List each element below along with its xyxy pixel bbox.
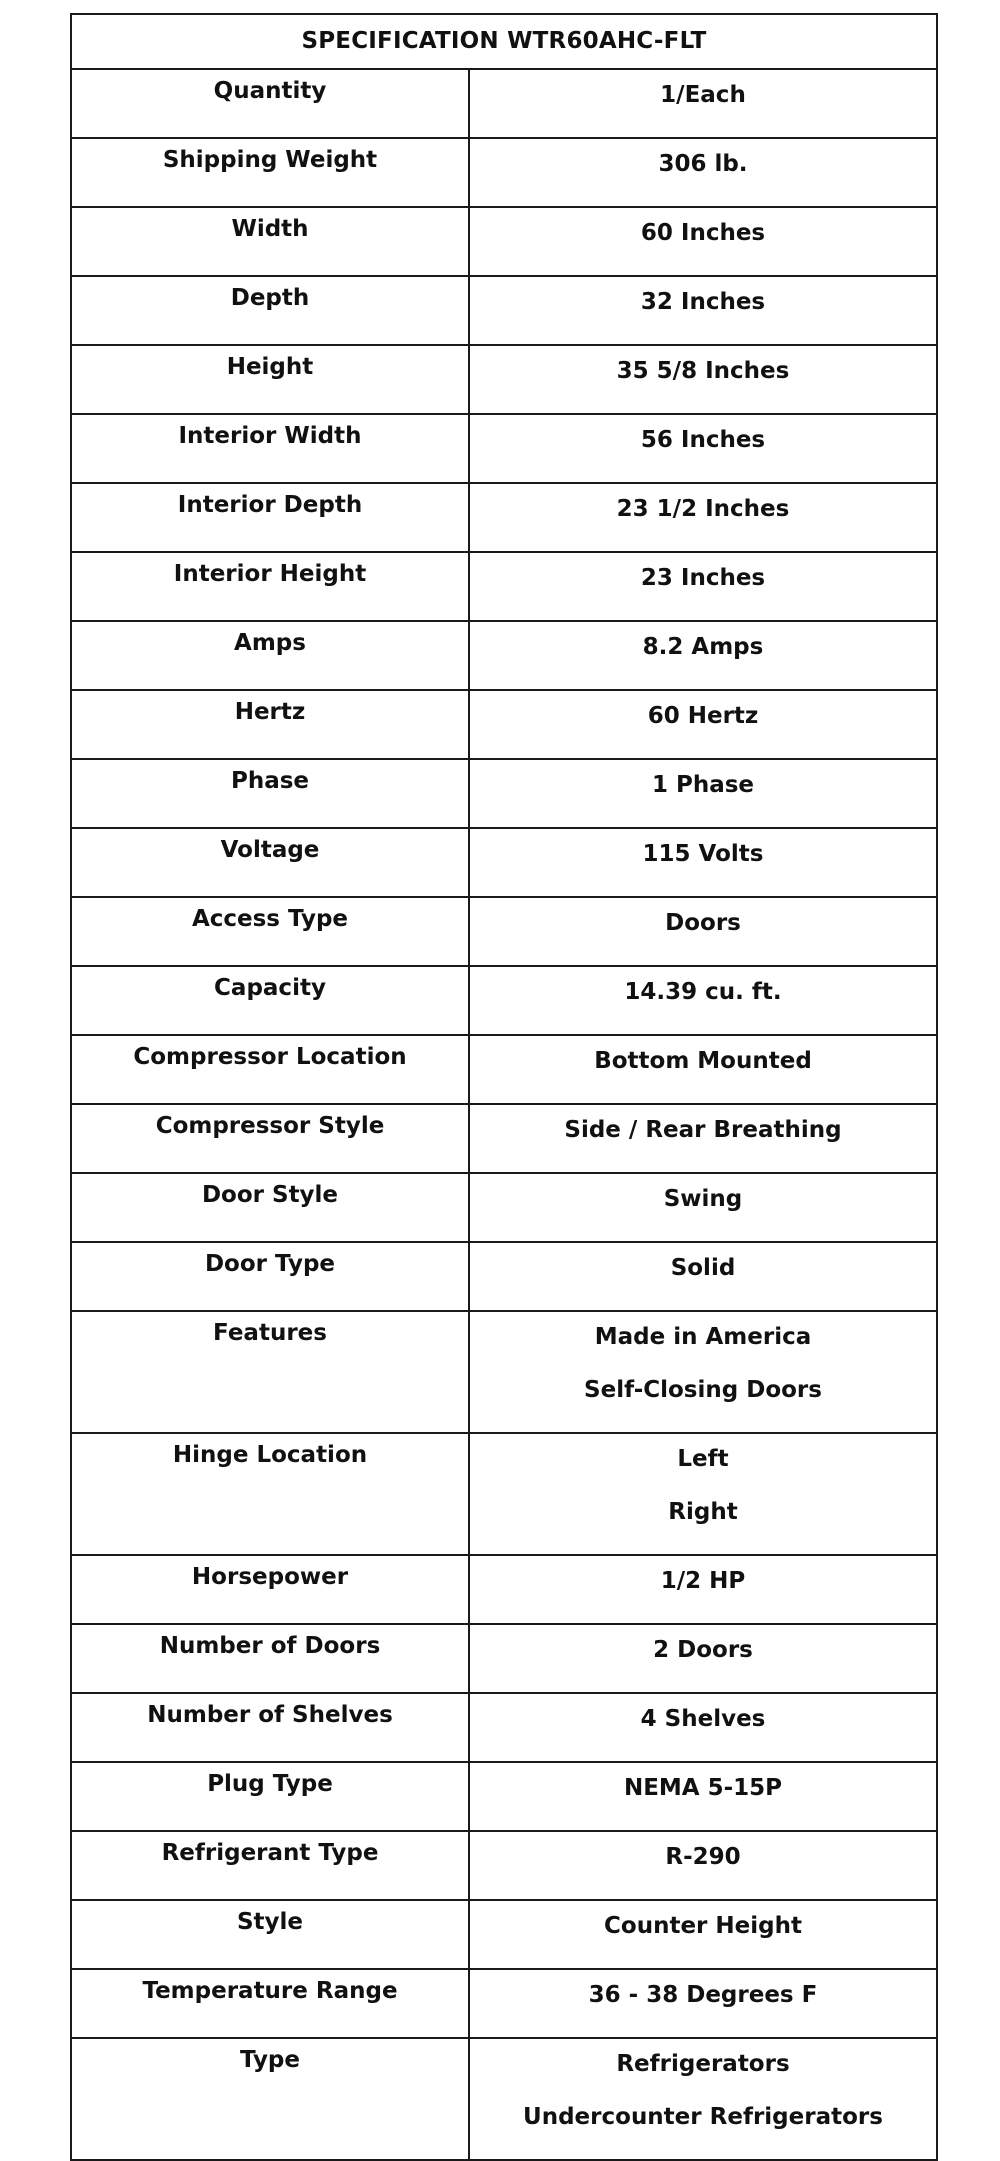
spec-value xyxy=(469,759,937,828)
spec-value-line: 1/Each xyxy=(660,82,746,108)
table-row xyxy=(71,1433,937,1555)
spec-label: Height xyxy=(71,345,469,414)
spec-value xyxy=(469,1433,937,1555)
spec-label: Type xyxy=(71,2038,469,2160)
table-row xyxy=(71,828,937,897)
spec-value xyxy=(469,1104,937,1173)
spec-value xyxy=(469,414,937,483)
table-row xyxy=(71,897,937,966)
spec-label: Shipping Weight xyxy=(71,138,469,207)
spec-label: Number of Shelves xyxy=(71,1693,469,1762)
spec-value-line: 60 Hertz xyxy=(647,703,759,729)
spec-label: Depth xyxy=(71,276,469,345)
spec-value-line: Left xyxy=(677,1446,729,1472)
spec-value xyxy=(469,966,937,1035)
table-header-row xyxy=(71,14,937,69)
table-row xyxy=(71,483,937,552)
table-row xyxy=(71,345,937,414)
table-title: SPECIFICATION WTR60AHC-FLT xyxy=(71,14,937,69)
table-row xyxy=(71,1693,937,1762)
spec-value-line: 23 Inches xyxy=(640,565,766,591)
table-row xyxy=(71,1900,937,1969)
table-row xyxy=(71,276,937,345)
spec-value-line: 1 Phase xyxy=(651,772,755,798)
spec-value-line: 36 - 38 Degrees F xyxy=(588,1982,818,2008)
spec-value xyxy=(469,897,937,966)
table-row xyxy=(71,1104,937,1173)
spec-value xyxy=(469,207,937,276)
spec-value-line: 1/2 HP xyxy=(660,1568,746,1594)
table-row xyxy=(71,552,937,621)
spec-label: Temperature Range xyxy=(71,1969,469,2038)
spec-value-line: Bottom Mounted xyxy=(594,1048,812,1074)
spec-value-line: Swing xyxy=(663,1186,743,1212)
spec-label: Door Style xyxy=(71,1173,469,1242)
spec-label: Number of Doors xyxy=(71,1624,469,1693)
spec-value-line: 2 Doors xyxy=(653,1637,753,1663)
spec-label: Features xyxy=(71,1311,469,1433)
spec-value xyxy=(469,1900,937,1969)
table-row xyxy=(71,2038,937,2160)
spec-label: Style xyxy=(71,1900,469,1969)
spec-value xyxy=(469,1035,937,1104)
spec-value-line: Right xyxy=(668,1499,738,1525)
spec-label: Width xyxy=(71,207,469,276)
spec-value xyxy=(469,276,937,345)
spec-value-line: Refrigerators xyxy=(616,2051,790,2077)
spec-value-line: Doors xyxy=(665,910,741,936)
table-row xyxy=(71,1035,937,1104)
spec-value-line: 4 Shelves xyxy=(640,1706,766,1732)
table-row xyxy=(71,1831,937,1900)
spec-label: Compressor Style xyxy=(71,1104,469,1173)
spec-value-line: 115 Volts xyxy=(642,841,764,867)
spec-value xyxy=(469,552,937,621)
spec-label: Door Type xyxy=(71,1242,469,1311)
spec-value xyxy=(469,69,937,138)
spec-label: Access Type xyxy=(71,897,469,966)
spec-label: Interior Height xyxy=(71,552,469,621)
spec-value xyxy=(469,2038,937,2160)
spec-value-line: Undercounter Refrigerators xyxy=(523,2104,883,2130)
spec-value xyxy=(469,138,937,207)
table-row xyxy=(71,759,937,828)
spec-label: Hinge Location xyxy=(71,1433,469,1555)
spec-value-line: 23 1/2 Inches xyxy=(616,496,790,522)
spec-label: Quantity xyxy=(71,69,469,138)
table-row xyxy=(71,207,937,276)
spec-value xyxy=(469,1762,937,1831)
spec-value xyxy=(469,690,937,759)
spec-value-line: 32 Inches xyxy=(640,289,766,315)
table-row xyxy=(71,69,937,138)
spec-value xyxy=(469,1831,937,1900)
spec-value-line: 306 lb. xyxy=(658,151,748,177)
table-row xyxy=(71,690,937,759)
spec-value xyxy=(469,621,937,690)
spec-value-line: Solid xyxy=(670,1255,736,1281)
spec-value xyxy=(469,345,937,414)
spec-label: Interior Depth xyxy=(71,483,469,552)
spec-value-line: NEMA 5-15P xyxy=(623,1775,783,1801)
spec-label: Horsepower xyxy=(71,1555,469,1624)
spec-value-line: Counter Height xyxy=(604,1913,802,1939)
table-row xyxy=(71,1173,937,1242)
spec-label: Compressor Location xyxy=(71,1035,469,1104)
spec-label: Refrigerant Type xyxy=(71,1831,469,1900)
spec-value-line: Made in America xyxy=(594,1324,812,1350)
spec-label: Capacity xyxy=(71,966,469,1035)
spec-value xyxy=(469,1969,937,2038)
table-row xyxy=(71,414,937,483)
table-row xyxy=(71,621,937,690)
spec-value xyxy=(469,1242,937,1311)
spec-value-line: Side / Rear Breathing xyxy=(564,1117,842,1143)
spec-value-line: R-290 xyxy=(665,1844,741,1870)
spec-label: Phase xyxy=(71,759,469,828)
spec-value-line: 56 Inches xyxy=(640,427,766,453)
table-row xyxy=(71,1762,937,1831)
table-row xyxy=(71,138,937,207)
spec-label: Hertz xyxy=(71,690,469,759)
spec-value-line: 60 Inches xyxy=(640,220,766,246)
spec-label: Interior Width xyxy=(71,414,469,483)
spec-value-line: 8.2 Amps xyxy=(642,634,764,660)
table-body xyxy=(71,69,937,2160)
spec-value xyxy=(469,1555,937,1624)
spec-value-line: 35 5/8 Inches xyxy=(616,358,790,384)
spec-value xyxy=(469,1173,937,1242)
table-row xyxy=(71,1969,937,2038)
spec-label: Plug Type xyxy=(71,1762,469,1831)
table-row xyxy=(71,1555,937,1624)
spec-label: Amps xyxy=(71,621,469,690)
spec-value-line: Self-Closing Doors xyxy=(584,1377,822,1403)
table-row xyxy=(71,966,937,1035)
spec-value xyxy=(469,483,937,552)
specification-table xyxy=(70,13,938,2161)
table-row xyxy=(71,1242,937,1311)
spec-value-line: 14.39 cu. ft. xyxy=(624,979,782,1005)
spec-value xyxy=(469,1311,937,1433)
spec-value xyxy=(469,828,937,897)
table-row xyxy=(71,1624,937,1693)
table-row xyxy=(71,1311,937,1433)
spec-value xyxy=(469,1624,937,1693)
spec-label: Voltage xyxy=(71,828,469,897)
spec-value xyxy=(469,1693,937,1762)
